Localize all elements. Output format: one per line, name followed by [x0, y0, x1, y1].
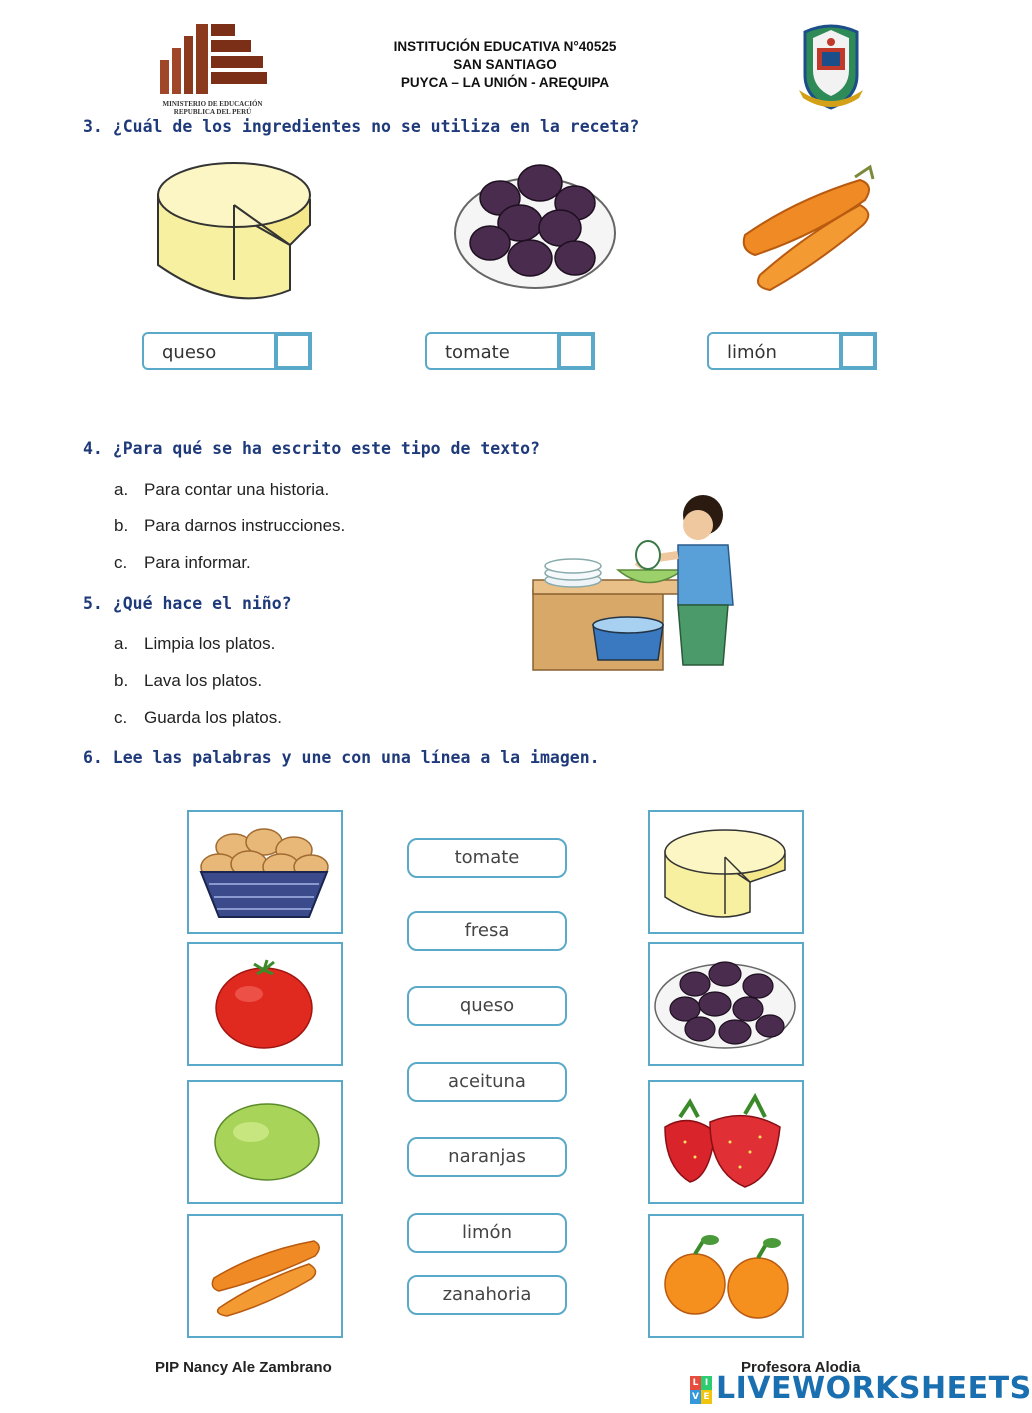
q3-checkbox[interactable]: [557, 332, 595, 370]
q3-option-label: queso: [162, 342, 217, 363]
carrot-icon: [735, 165, 885, 295]
footer-right-teacher: Profesora Alodia: [741, 1359, 861, 1376]
match-right-oranges[interactable]: [648, 1214, 804, 1338]
orange-icon: [650, 1216, 800, 1334]
boy-washing-dishes-icon: [528, 485, 738, 670]
match-word-naranjas[interactable]: naranjas: [407, 1137, 567, 1177]
school-crest-icon: [795, 20, 867, 112]
school-name: INSTITUCIÓN EDUCATIVA N°40525: [393, 39, 617, 54]
q3-option-label: limón: [727, 342, 777, 363]
question-5: 5. ¿Qué hace el niño?: [83, 594, 292, 613]
question-6: 6. Lee las palabras y une con una línea a la imagen.: [83, 748, 600, 767]
q4-option-a[interactable]: a. Para contar una historia.: [114, 480, 330, 499]
lime-icon: [189, 1082, 339, 1200]
strawberry-icon: [650, 1082, 800, 1200]
q5-option-c[interactable]: c. Guarda los platos.: [114, 708, 282, 727]
ministry-logo-text: MINISTERIO DE EDUCACIÓN REPUBLICA DEL PERÚ: [162, 100, 263, 116]
q3-checkbox[interactable]: [839, 332, 877, 370]
tomato-icon: [189, 944, 339, 1062]
match-left-lime[interactable]: [187, 1080, 343, 1204]
school-header: [300, 38, 710, 92]
match-word-fresa[interactable]: fresa: [407, 911, 567, 951]
match-left-tomato[interactable]: [187, 942, 343, 1066]
question-3: 3. ¿Cuál de los ingredientes no se utiliza en la receta?: [83, 117, 640, 136]
q3-checkbox[interactable]: [274, 332, 312, 370]
match-word-limon[interactable]: limón: [407, 1213, 567, 1253]
ministry-logo-bars-icon: [155, 20, 270, 95]
q3-cheese-image: [150, 150, 325, 310]
footer-left-author: PIP Nancy Ale Zambrano: [155, 1359, 332, 1376]
q4-option-b[interactable]: b. Para darnos instrucciones.: [114, 516, 346, 535]
q3-olives-image: [450, 148, 620, 298]
olives-icon: [650, 944, 800, 1062]
boy-washing-dishes-image: [528, 485, 738, 670]
match-left-bread[interactable]: [187, 810, 343, 934]
match-word-aceituna[interactable]: aceituna: [407, 1062, 567, 1102]
liveworksheets-logo: [690, 1371, 1032, 1409]
q3-option-label: tomate: [445, 342, 510, 363]
q5-option-a[interactable]: a. Limpia los platos.: [114, 634, 276, 653]
live-badge-icon: L I V E: [690, 1376, 712, 1404]
q3-option-limon[interactable]: [707, 332, 877, 370]
cheese-icon: [650, 812, 800, 930]
q5-option-b[interactable]: b. Lava los platos.: [114, 671, 263, 690]
q3-carrot-image: [735, 165, 885, 295]
match-word-tomate[interactable]: tomate: [407, 838, 567, 878]
match-right-olives[interactable]: [648, 942, 804, 1066]
carrot-icon: [189, 1216, 339, 1334]
question-4: 4. ¿Para qué se ha escrito este tipo de texto?: [83, 439, 540, 458]
school-location: PUYCA – LA UNIÓN - AREQUIPA: [400, 75, 610, 90]
ministry-logo: [155, 20, 270, 116]
match-word-queso[interactable]: queso: [407, 986, 567, 1026]
q3-option-queso[interactable]: [142, 332, 312, 370]
q3-option-tomate[interactable]: [425, 332, 595, 370]
school-place: SAN SANTIAGO: [453, 57, 557, 72]
bread-icon: [189, 812, 339, 930]
liveworksheets-wordmark: LIVEWORKSHEETS: [716, 1371, 1032, 1406]
cheese-icon: [150, 150, 325, 310]
match-word-zanahoria[interactable]: zanahoria: [407, 1275, 567, 1315]
match-left-carrot[interactable]: [187, 1214, 343, 1338]
q4-option-c[interactable]: c. Para informar.: [114, 553, 251, 572]
match-right-strawberry[interactable]: [648, 1080, 804, 1204]
match-right-cheese[interactable]: [648, 810, 804, 934]
olives-icon: [450, 148, 620, 298]
